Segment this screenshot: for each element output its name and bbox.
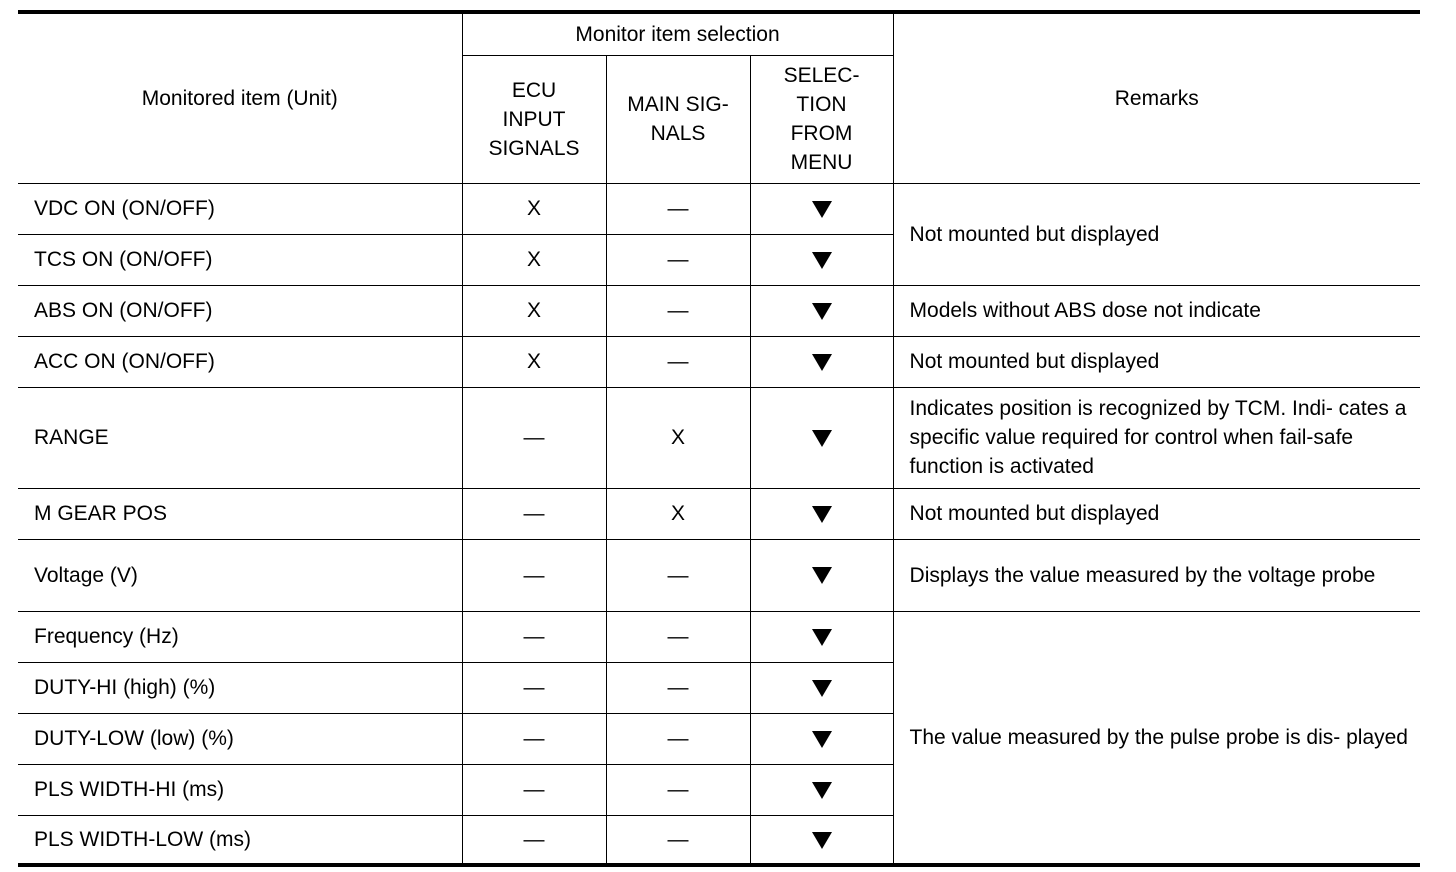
- monitored-item-cell: DUTY-LOW (low) (%): [18, 713, 462, 764]
- remarks-cell: Not mounted but displayed: [893, 183, 1420, 285]
- selection-from-menu-cell: [750, 815, 893, 865]
- table-row: [18, 183, 1420, 234]
- ecu-input-signals-cell: X: [462, 336, 606, 387]
- header-main-signals-label: MAIN SIG- NALS: [627, 93, 729, 145]
- table-row: [18, 387, 1420, 488]
- remarks-cell: Indicates position is recognized by TCM. Indi- cates a specific value required for control when fail-safe function is activated: [893, 387, 1420, 488]
- monitor-item-table-container: [18, 10, 1420, 867]
- monitored-item-cell: Frequency (Hz): [18, 611, 462, 662]
- main-signals-cell: —: [606, 815, 750, 865]
- monitored-item-cell: ACC ON (ON/OFF): [18, 336, 462, 387]
- triangle-down-icon: [812, 252, 832, 269]
- ecu-input-signals-cell: —: [462, 539, 606, 611]
- main-signals-cell: —: [606, 662, 750, 713]
- monitored-item-cell: PLS WIDTH-LOW (ms): [18, 815, 462, 865]
- selection-from-menu-cell: [750, 285, 893, 336]
- table-row: [18, 336, 1420, 387]
- triangle-down-icon: [812, 506, 832, 523]
- remarks-cell: The value measured by the pulse probe is dis- played: [893, 611, 1420, 865]
- monitored-item-cell: Voltage (V): [18, 539, 462, 611]
- ecu-input-signals-cell: X: [462, 285, 606, 336]
- selection-from-menu-cell: [750, 662, 893, 713]
- table-row: [18, 539, 1420, 611]
- header-remarks: Remarks: [893, 12, 1420, 183]
- monitored-item-cell: VDC ON (ON/OFF): [18, 183, 462, 234]
- main-signals-cell: —: [606, 183, 750, 234]
- header-selection-from-menu: [750, 55, 893, 183]
- monitored-item-cell: M GEAR POS: [18, 488, 462, 539]
- triangle-down-icon: [812, 303, 832, 320]
- remarks-cell: Not mounted but displayed: [893, 336, 1420, 387]
- header-selection-from-menu-label: SELEC- TION FROM MENU: [783, 64, 860, 174]
- main-signals-cell: —: [606, 285, 750, 336]
- ecu-input-signals-cell: —: [462, 764, 606, 815]
- table-body: [18, 183, 1420, 865]
- ecu-input-signals-cell: —: [462, 815, 606, 865]
- main-signals-cell: —: [606, 611, 750, 662]
- monitored-item-cell: ABS ON (ON/OFF): [18, 285, 462, 336]
- selection-from-menu-cell: [750, 234, 893, 285]
- header-ecu-input-signals-label: ECU INPUT SIGNALS: [488, 78, 580, 160]
- main-signals-cell: —: [606, 713, 750, 764]
- remarks-cell: Models without ABS dose not indicate: [893, 285, 1420, 336]
- triangle-down-icon: [812, 567, 832, 584]
- monitored-item-cell: RANGE: [18, 387, 462, 488]
- selection-from-menu-cell: [750, 183, 893, 234]
- ecu-input-signals-cell: X: [462, 234, 606, 285]
- remarks-cell: Displays the value measured by the voltage probe: [893, 539, 1420, 611]
- remarks-cell: Not mounted but displayed: [893, 488, 1420, 539]
- ecu-input-signals-cell: —: [462, 662, 606, 713]
- main-signals-cell: —: [606, 764, 750, 815]
- triangle-down-icon: [812, 832, 832, 849]
- main-signals-cell: X: [606, 387, 750, 488]
- monitored-item-cell: PLS WIDTH-HI (ms): [18, 764, 462, 815]
- triangle-down-icon: [812, 782, 832, 799]
- main-signals-cell: —: [606, 539, 750, 611]
- ecu-input-signals-cell: —: [462, 488, 606, 539]
- ecu-input-signals-cell: —: [462, 713, 606, 764]
- selection-from-menu-cell: [750, 488, 893, 539]
- selection-from-menu-cell: [750, 764, 893, 815]
- ecu-input-signals-cell: —: [462, 387, 606, 488]
- ecu-input-signals-cell: —: [462, 611, 606, 662]
- monitored-item-cell: TCS ON (ON/OFF): [18, 234, 462, 285]
- monitor-item-table: [18, 10, 1420, 867]
- selection-from-menu-cell: [750, 713, 893, 764]
- header-ecu-input-signals: [462, 55, 606, 183]
- table-row: [18, 285, 1420, 336]
- selection-from-menu-cell: [750, 539, 893, 611]
- triangle-down-icon: [812, 629, 832, 646]
- main-signals-cell: X: [606, 488, 750, 539]
- selection-from-menu-cell: [750, 387, 893, 488]
- triangle-down-icon: [812, 354, 832, 371]
- triangle-down-icon: [812, 731, 832, 748]
- header-monitored-item: Monitored item (Unit): [18, 12, 462, 183]
- header-monitor-item-selection: Monitor item selection: [462, 12, 893, 55]
- monitored-item-cell: DUTY-HI (high) (%): [18, 662, 462, 713]
- triangle-down-icon: [812, 680, 832, 697]
- triangle-down-icon: [812, 201, 832, 218]
- triangle-down-icon: [812, 430, 832, 447]
- table-row: [18, 488, 1420, 539]
- selection-from-menu-cell: [750, 336, 893, 387]
- ecu-input-signals-cell: X: [462, 183, 606, 234]
- header-main-signals: [606, 55, 750, 183]
- main-signals-cell: —: [606, 336, 750, 387]
- selection-from-menu-cell: [750, 611, 893, 662]
- main-signals-cell: —: [606, 234, 750, 285]
- table-row: [18, 611, 1420, 662]
